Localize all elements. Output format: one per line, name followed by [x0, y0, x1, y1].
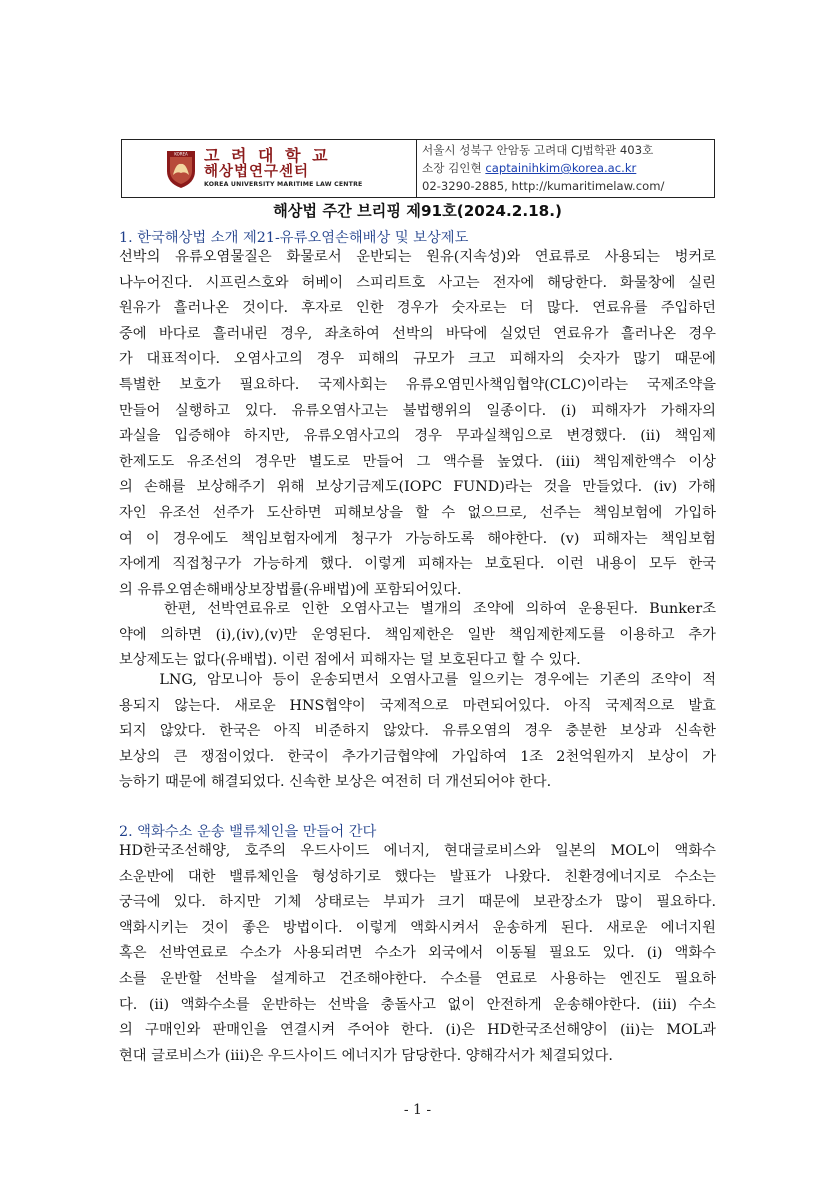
paragraph-line: 의 유류오염손해배상보장법률(유배법)에 포함되어있다.	[119, 581, 462, 598]
paragraph-line: 특별한 보호가 필요하다. 국제사회는 유류오염민사책임협약(CLC)이라는 국제조약을	[119, 376, 716, 393]
paragraph-line: 되지 않았다. 한국은 아직 비준하지 않았다. 유류오염의 경우 충분한 보상과 신속한	[119, 723, 716, 740]
document-title: 해상법 주간 브리핑 제91호(2024.2.18.)	[273, 202, 562, 220]
section-1-heading: 1. 한국해상법 소개 제21-유류오염손해배상 및 보상제도	[119, 230, 469, 246]
page-number: - 1 -	[403, 1102, 432, 1118]
section-2-heading: 2. 액화수소 운송 밸류체인을 만들어 간다	[119, 824, 377, 840]
logo-block	[122, 140, 417, 197]
paragraph-line: 궁극에 있다. 하지만 기체 상태로는 부피가 크기 때문에 보관장소가 많이 필요하다.	[119, 894, 716, 911]
paragraph-line: 여 이 경우에도 책임보험자에게 청구가 가능하도록 해야한다. (v) 피해자는 책임보험	[119, 530, 716, 547]
paragraph-line: 액화시키는 것이 좋은 방법이다. 이렇게 액화시켜서 운송하게 된다. 새로운 에너지원	[119, 919, 716, 936]
paragraph-line: 의 손해를 보상해주기 위해 보상기금제도(IOPC FUND)라는 것을 만들었다. (iv) 가해	[119, 479, 716, 496]
paragraph-line: 가 대표적이다. 오염사고의 경우 피해의 규모가 크고 피해자의 숫자가 많기 때문에	[119, 351, 716, 368]
paragraph-line: 원유가 흘러나온 것이다. 후자로 인한 경우가 숫자로는 더 많다. 연료유를 주입하던	[119, 300, 716, 317]
paragraph-line: LNG, 암모니아 등이 운송되면서 오염사고를 일으키는 경우에는 기존의 조약이 적	[119, 672, 716, 688]
seal-label: KOREA	[174, 151, 188, 156]
address-line: 서울시 성북구 안암동 고려대 CJ법학관 403호	[422, 143, 654, 157]
university-name: 고 려 대 학 교	[204, 146, 331, 166]
paragraph-line: 용되지 않는다. 새로운 HNS협약이 국제적으로 마련되어있다. 아직 국제적으로 발효	[119, 697, 716, 714]
section-1-paragraph-1	[119, 245, 716, 603]
paragraph-line: 의 구매인와 판매인을 연결시켜 주어야 한다. (i)은 HD한국조선해양이 (ii)는 MOL과	[119, 1022, 716, 1039]
paragraph-line: 보상제도는 없다(유배법). 이런 점에서 피해자는 덜 보호된다고 할 수 있다.	[119, 652, 581, 669]
director-label: 소장 김인현	[422, 161, 482, 175]
phone-web-line: 02-3290-2885, http://kumaritimelaw.com/	[422, 179, 665, 193]
paragraph-line: 능하기 때문에 해결되었다. 신속한 보상은 여전히 더 개선되어야 한다.	[119, 774, 552, 791]
paragraph-line: 소운반에 대한 밸류체인을 형성하기로 했다는 발표가 나왔다. 친환경에너지로 수소는	[119, 868, 716, 885]
paragraph-line: 보상의 큰 쟁점이었다. 한국이 추가기금협약에 가입하여 1조 2천억원까지 보상이 가	[119, 748, 716, 765]
section-2-paragraph-1	[119, 839, 716, 1069]
center-name: 해상법연구센터	[204, 164, 310, 181]
paragraph-line: 소를 운반할 선박을 설계하고 건조해야한다. 수소를 연료로 사용하는 엔진도 필요하	[119, 970, 716, 987]
contact-info	[417, 140, 714, 197]
paragraph-line: 자에게 직접청구가 가능하게 했다. 이렇게 피해자는 보호된다. 이런 내용이 모두 한국	[119, 556, 716, 573]
paragraph-line: 자인 유조선 선주가 도산하면 피해보상을 할 수 없으므로, 선주는 책임보험에 가입하	[119, 504, 716, 521]
paragraph-line: 중에 바다로 흘러내린 경우, 좌초하여 선박의 바닥에 실었던 연료유가 흘러나온 경우	[119, 325, 716, 342]
letterhead	[121, 139, 715, 198]
paragraph-line: HD한국조선해양, 호주의 우드사이드 에너지, 현대글로비스와 일본의 MOL이 액화수	[119, 843, 716, 859]
paragraph-line: 나누어진다. 시프린스호와 허베이 스피리트호 사고는 전자에 해당한다. 화물창에 실린	[119, 274, 716, 291]
paragraph-line: 과실을 입증해야 하지만, 유류오염사고의 경우 무과실책임으로 변경했다. (ii) 책임제	[119, 428, 716, 445]
center-english-name: KOREA UNIVERSITY MARITIME LAW CENTRE	[204, 181, 363, 189]
paragraph-line: 현대 글로비스가 (iii)은 우드사이드 에너지가 담당한다. 양해각서가 체결되었다.	[119, 1047, 613, 1064]
email-link[interactable]: captainihkim@korea.ac.kr	[485, 161, 637, 175]
section-1-paragraph-2	[119, 597, 716, 674]
paragraph-line: 한편, 선박연료유로 인한 오염사고는 별개의 조약에 의하여 운용된다. Bunker조	[119, 601, 716, 617]
paragraph-line: 만들어 실행하고 있다. 유류오염사고는 불법행위의 일종이다. (i) 피해자가 가해자의	[119, 402, 716, 419]
paragraph-line: 한제도도 유조선의 경우만 별도로 만들어 그 액수를 높였다. (iii) 책임제한액수 이상	[119, 453, 716, 470]
paragraph-line: 다. (ii) 액화수소를 운반하는 선박을 충돌사고 없이 안전하게 운송해야한다. (iii) 수소	[119, 996, 716, 1013]
university-seal-icon	[164, 149, 198, 189]
director-line	[422, 160, 714, 177]
section-1-paragraph-3	[119, 668, 716, 796]
paragraph-line: 혹은 선박연료로 수소가 사용되려면 수소가 외국에서 이동될 필요도 있다. (i) 액화수	[119, 945, 716, 962]
paragraph-line: 선박의 유류오염물질은 화물로서 운반되는 원유(지속성)와 연료류로 사용되는 벙커로	[119, 249, 716, 265]
paragraph-line: 약에 의하면 (i),(iv),(v)만 운영된다. 책임제한은 일반 책임제한제도를 이용하고 추가	[119, 626, 716, 643]
